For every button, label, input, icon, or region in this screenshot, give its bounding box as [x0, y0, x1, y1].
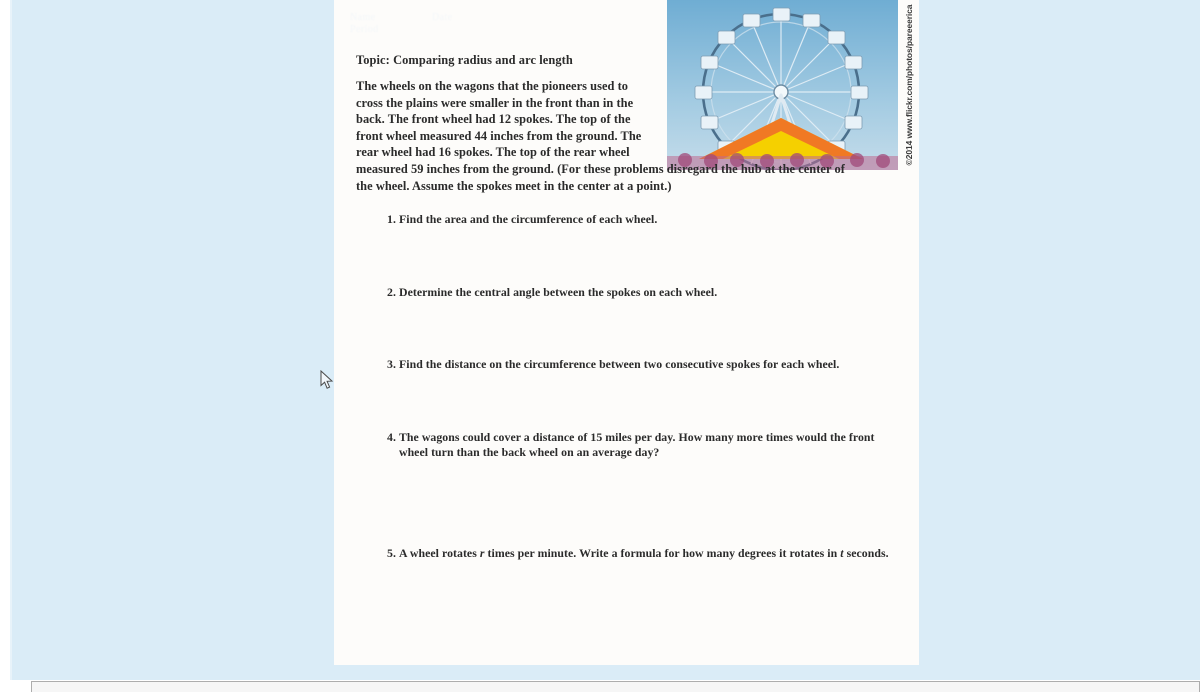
question-text: Determine the central angle between the spokes on each wheel.: [399, 284, 718, 299]
intro-line-7: the wheel. Assume the spokes meet in the center at a point.): [356, 178, 672, 193]
question-text: A wheel rotates r times per minute. Write a formula for how many degrees it rotates in t seconds.: [399, 545, 889, 560]
document-page[interactable]: [334, 0, 919, 665]
intro-paragraph: [356, 78, 876, 194]
intro-line-2: cross the plains were smaller in the front than in the: [356, 95, 634, 110]
name-field-label: Name: [350, 12, 376, 23]
document-header-fields: [342, 10, 662, 35]
bottom-status-panel[interactable]: [31, 681, 1200, 692]
question-item: [368, 212, 898, 228]
period-field-label: Period: [350, 24, 379, 35]
question-item: [368, 430, 898, 461]
question-number: 3.: [387, 357, 396, 372]
intro-line-6: measured 59 inches from the ground. (For these problems disregard the hub at the center of: [356, 161, 845, 176]
intro-line-1: The wheels on the wagons that the pioneers used to: [356, 79, 629, 93]
question-number: 5.: [387, 545, 396, 560]
canvas-left-seam: [10, 0, 12, 680]
question-text: Find the area and the circumference of each wheel.: [399, 212, 658, 226]
page-title: Topic: Comparing radius and arc length: [356, 53, 573, 67]
intro-line-4: front wheel measured 44 inches from the ground. The: [356, 128, 642, 143]
intro-line-3: back. The front wheel had 12 spokes. The top of the: [356, 112, 631, 127]
question-text: The wagons could cover a distance of 15 miles per day. How many more times would the front wheel turn than the back wheel on an average day?: [399, 429, 875, 460]
bottom-left-gutter: [0, 680, 31, 692]
question-number: 1.: [387, 212, 396, 226]
photo-credit-text: ©2014 www.flickr.com/photos/pareeerica: [903, 4, 914, 166]
question-text: Find the distance on the circumference between two consecutive spokes for each wheel.: [399, 357, 840, 372]
question-number: 4.: [387, 429, 396, 444]
intro-line-5: rear wheel had 16 spokes. The top of the rear wheel: [356, 145, 630, 160]
question-item: [368, 546, 898, 562]
questions-list: [368, 212, 898, 562]
date-field-label: Date: [432, 12, 453, 23]
question-item: [368, 285, 898, 301]
photo-credit-watermark: [898, 0, 919, 170]
question-item: [368, 357, 898, 373]
question-number: 2.: [387, 284, 396, 299]
